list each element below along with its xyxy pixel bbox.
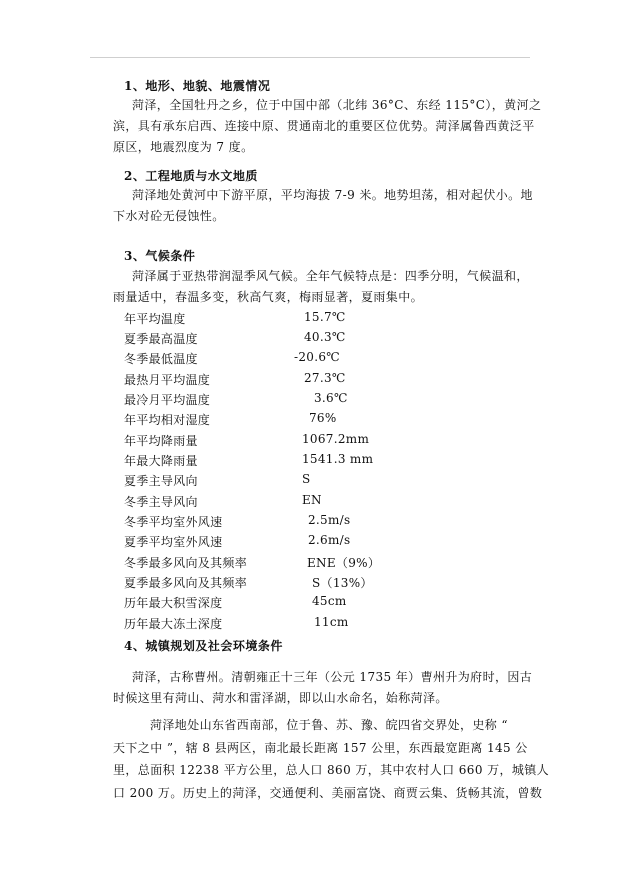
climate-row-value: S — [302, 472, 311, 486]
climate-row-value: 3.6℃ — [314, 391, 348, 405]
geology-line-1: 菏泽地处黄河中下游平原，平均海拔 7-9 米。地势坦荡，相对起伏小。地 — [132, 188, 533, 202]
climate-row-value: S（13%） — [312, 576, 373, 590]
climate-row-value: 15.7℃ — [304, 310, 346, 324]
climate-row-label: 夏季最高温度 — [124, 332, 198, 346]
urban-para1-line-2: 时候这里有菏山、菏水和雷泽湖，即以山水命名，始称菏泽。 — [113, 691, 448, 705]
climate-row — [124, 452, 484, 469]
climate-row — [124, 615, 484, 632]
climate-row — [124, 594, 484, 611]
climate-row-value: 1541.3 mm — [302, 452, 374, 466]
page-header-rule — [90, 57, 530, 58]
section-heading-climate: 3、气候条件 — [124, 249, 196, 263]
climate-row-value: 11cm — [314, 615, 349, 629]
climate-row-label: 冬季主导风向 — [124, 495, 198, 509]
climate-line-2: 雨量适中，春温多变，秋高气爽，梅雨显著，夏雨集中。 — [113, 290, 424, 304]
urban-para2-line-4: 口 200 万。历史上的菏泽，交通便利、美丽富饶、商贾云集、货畅其流，曾数 — [113, 786, 543, 800]
urban-para2-line-3: 里，总面积 12238 平方公里，总人口 860 万，其中农村人口 660 万，城镇人 — [113, 763, 550, 777]
climate-row-label: 最冷月平均温度 — [124, 393, 211, 407]
climate-row-label: 冬季平均室外风速 — [124, 515, 223, 529]
geology-line-2: 下水对砼无侵蚀性。 — [113, 209, 225, 223]
climate-row-label: 冬季最多风向及其频率 — [124, 556, 248, 570]
climate-row — [124, 411, 484, 428]
climate-row-label: 夏季最多风向及其频率 — [124, 576, 248, 590]
climate-row-value: 1067.2mm — [302, 432, 370, 446]
climate-row — [124, 391, 484, 408]
climate-row-value: 76% — [309, 411, 337, 425]
section-heading-urban: 4、城镇规划及社会环境条件 — [124, 639, 283, 653]
climate-row-label: 年最大降雨量 — [124, 454, 198, 468]
climate-row — [124, 371, 484, 388]
climate-row-label: 年平均降雨量 — [124, 434, 198, 448]
climate-row — [124, 513, 484, 530]
urban-para1-line-1: 菏泽，古称曹州。清朝雍正十三年（公元 1735 年）曹州升为府时，因古 — [132, 670, 533, 684]
climate-row — [124, 472, 484, 489]
climate-row-label: 冬季最低温度 — [124, 352, 198, 366]
climate-row — [124, 330, 484, 347]
climate-row-value: 27.3℃ — [304, 371, 346, 385]
climate-row-value: 40.3℃ — [304, 330, 346, 344]
climate-row-value: ENE（9%） — [307, 556, 381, 570]
climate-row-label: 夏季平均室外风速 — [124, 535, 223, 549]
climate-row-label: 历年最大积雪深度 — [124, 596, 223, 610]
climate-row-value: EN — [302, 493, 322, 507]
urban-para2-line-1: 菏泽地处山东省西南部，位于鲁、苏、豫、皖四省交界处，史称 “ — [150, 718, 508, 732]
climate-row-value: -20.6℃ — [294, 350, 340, 364]
section-heading-terrain: 1、地形、地貌、地震情况 — [124, 79, 271, 93]
climate-row — [124, 493, 484, 510]
climate-row-label: 最热月平均温度 — [124, 373, 211, 387]
climate-row — [124, 533, 484, 550]
climate-row-value: 2.5m/s — [308, 513, 351, 527]
climate-row — [124, 574, 484, 591]
climate-row-value: 45cm — [312, 594, 347, 608]
climate-row — [124, 350, 484, 367]
climate-row-label: 年平均相对湿度 — [124, 413, 211, 427]
climate-row — [124, 310, 484, 327]
climate-row-value: 2.6m/s — [308, 533, 351, 547]
terrain-line-2: 滨，具有承东启西、连接中原、贯通南北的重要区位优势。菏泽属鲁西黄泛平 — [113, 119, 535, 133]
climate-row-label: 年平均温度 — [124, 312, 186, 326]
section-heading-geology: 2、工程地质与水文地质 — [124, 169, 258, 183]
terrain-line-3: 原区，地震烈度为 7 度。 — [113, 140, 254, 154]
urban-para2-line-2: 天下之中 ”，辖 8 县两区，南北最长距离 157 公里，东西最宽距离 145 公 — [113, 741, 528, 755]
climate-row-label: 历年最大冻土深度 — [124, 617, 223, 631]
climate-line-1: 菏泽属于亚热带润湿季风气候。全年气候特点是：四季分明，气候温和， — [132, 269, 529, 283]
climate-row-label: 夏季主导风向 — [124, 474, 198, 488]
climate-row — [124, 432, 484, 449]
terrain-line-1: 菏泽，全国牡丹之乡，位于中国中部（北纬 36°C、东经 115°C），黄河之 — [132, 98, 542, 112]
climate-row — [124, 554, 484, 571]
